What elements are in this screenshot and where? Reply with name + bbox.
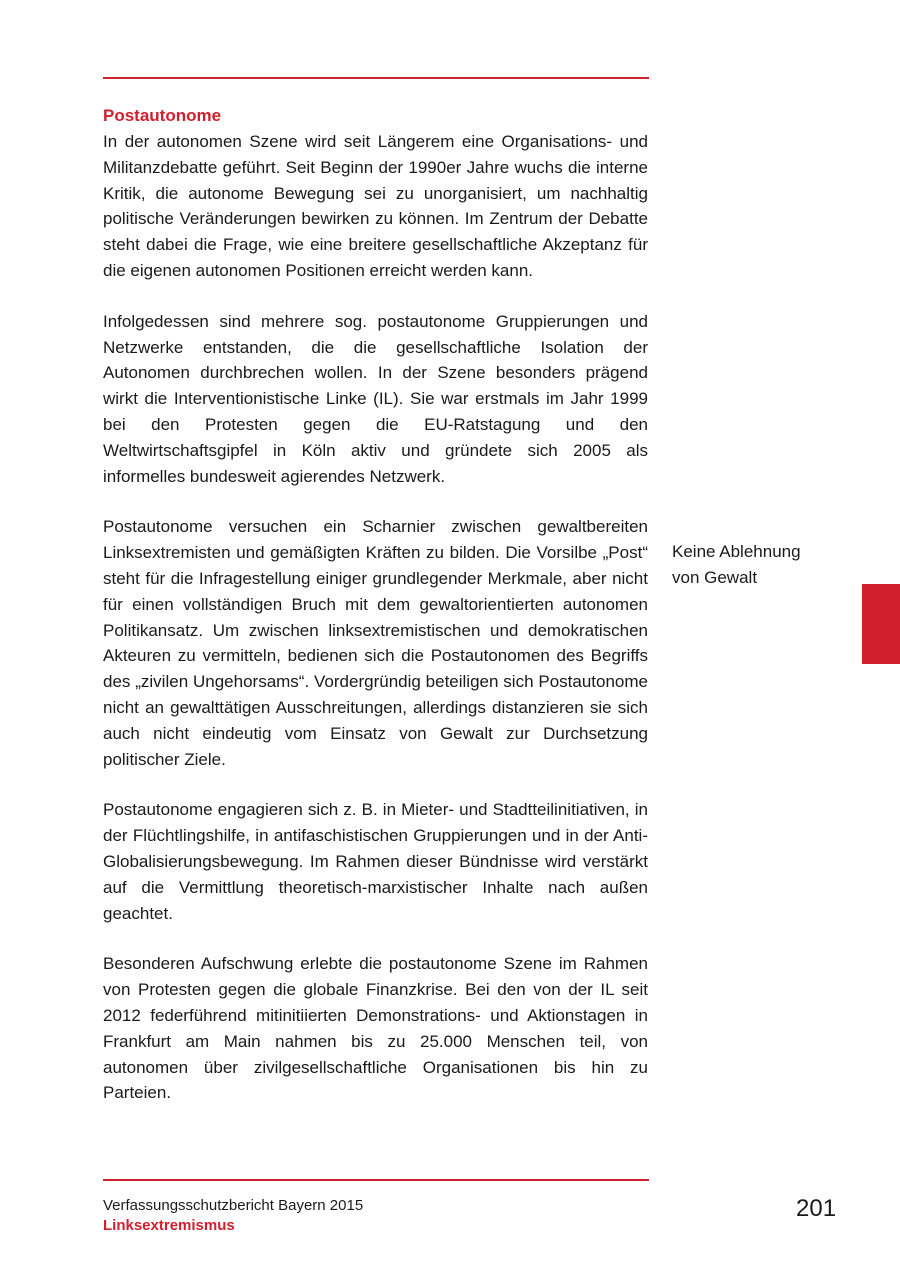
top-divider xyxy=(103,77,649,79)
footer-report-title: Verfassungsschutzbericht Bayern 2015 xyxy=(103,1197,364,1214)
footer xyxy=(103,1196,363,1236)
paragraph-3: Postautonome versuchen ein Scharnier zwischen gewaltbereiten Linksextremisten und gemäßigten Kräften zu bilden. Die Vorsilbe „Post“ steht für die Infragestellung einiger grundlegender Merkmale, aber nicht für einen vollständigen Bruch mit dem gewaltorientierten autonomen Politikansatz. Um zwischen linksextremistischen und demokratischen Akteuren zu vermitteln, bedienen sich die Postautonomen des Begriffs des „zivilen Ungehorsams“. Vordergründig beteiligen sich Postautonome nicht an gewalttätigen Ausschreitungen, allerdings distanzieren sie sich auch nicht eindeutig vom Einsatz von Gewalt zur Durchsetzung politischer Ziele. xyxy=(103,517,648,769)
paragraph-2: Infolgedessen sind mehrere sog. postautonome Gruppierungen und Netzwerke entstanden, die die gesellschaftliche Isolation der Autonomen durchbrechen wollen. In der Szene besonders prägend wirkt die Interventionistische Linke (IL). Sie war erstmals im Jahr 1999 bei den Protesten gegen die EU-Ratstagung und den Weltwirtschaftsgipfel in Köln aktiv und gründete sich 2005 als informelles bundesweit agierendes Netzwerk. xyxy=(103,311,648,486)
page-number: 201 xyxy=(796,1195,837,1222)
margin-note-line-1: Keine Ablehnung xyxy=(672,542,801,561)
paragraph-1: In der autonomen Szene wird seit Längerem eine Organisations- und Militanzdebatte geführt. Seit Beginn der 1990er Jahre wuchs die interne Kritik, die autonome Bewegung sei zu unorganisiert, um nachhaltig politische Veränderungen bewirken zu können. Im Zentrum der Debatte steht dabei die Frage, wie eine breitere gesellschaftliche Akzeptanz für die eigenen autonomen Positionen erreicht werden kann. xyxy=(103,132,648,280)
margin-note xyxy=(672,539,862,591)
bottom-divider xyxy=(103,1179,649,1181)
footer-chapter-title: Linksextremismus xyxy=(103,1217,235,1234)
main-column xyxy=(103,103,648,1131)
chapter-tab-marker xyxy=(862,584,900,664)
margin-note-line-2: von Gewalt xyxy=(672,567,758,587)
section-heading: Postautonome xyxy=(103,106,222,125)
paragraph-4: Postautonome engagieren sich z. B. in Mieter- und Stadtteilinitiativen, in der Flüchtlingshilfe, in antifaschistischen Gruppierungen und in der Anti-Globalisierungsbewegung. Im Rahmen dieser Bündnisse wird verstärkt auf die Vermittlung theoretisch-marxistischer Inhalte nach außen geachtet. xyxy=(103,800,648,923)
paragraph-5: Besonderen Aufschwung erlebte die postautonome Szene im Rahmen von Protesten gegen die globale Finanzkrise. Bei den von der IL seit 2012 federführend mitinitiierten Demonstrations- und Aktionstagen in Frankfurt am Main nahmen bis zu 25.000 Menschen teil, von autonomen über zivilgesellschaftliche Organisationen bis hin zu Parteien. xyxy=(103,954,648,1103)
